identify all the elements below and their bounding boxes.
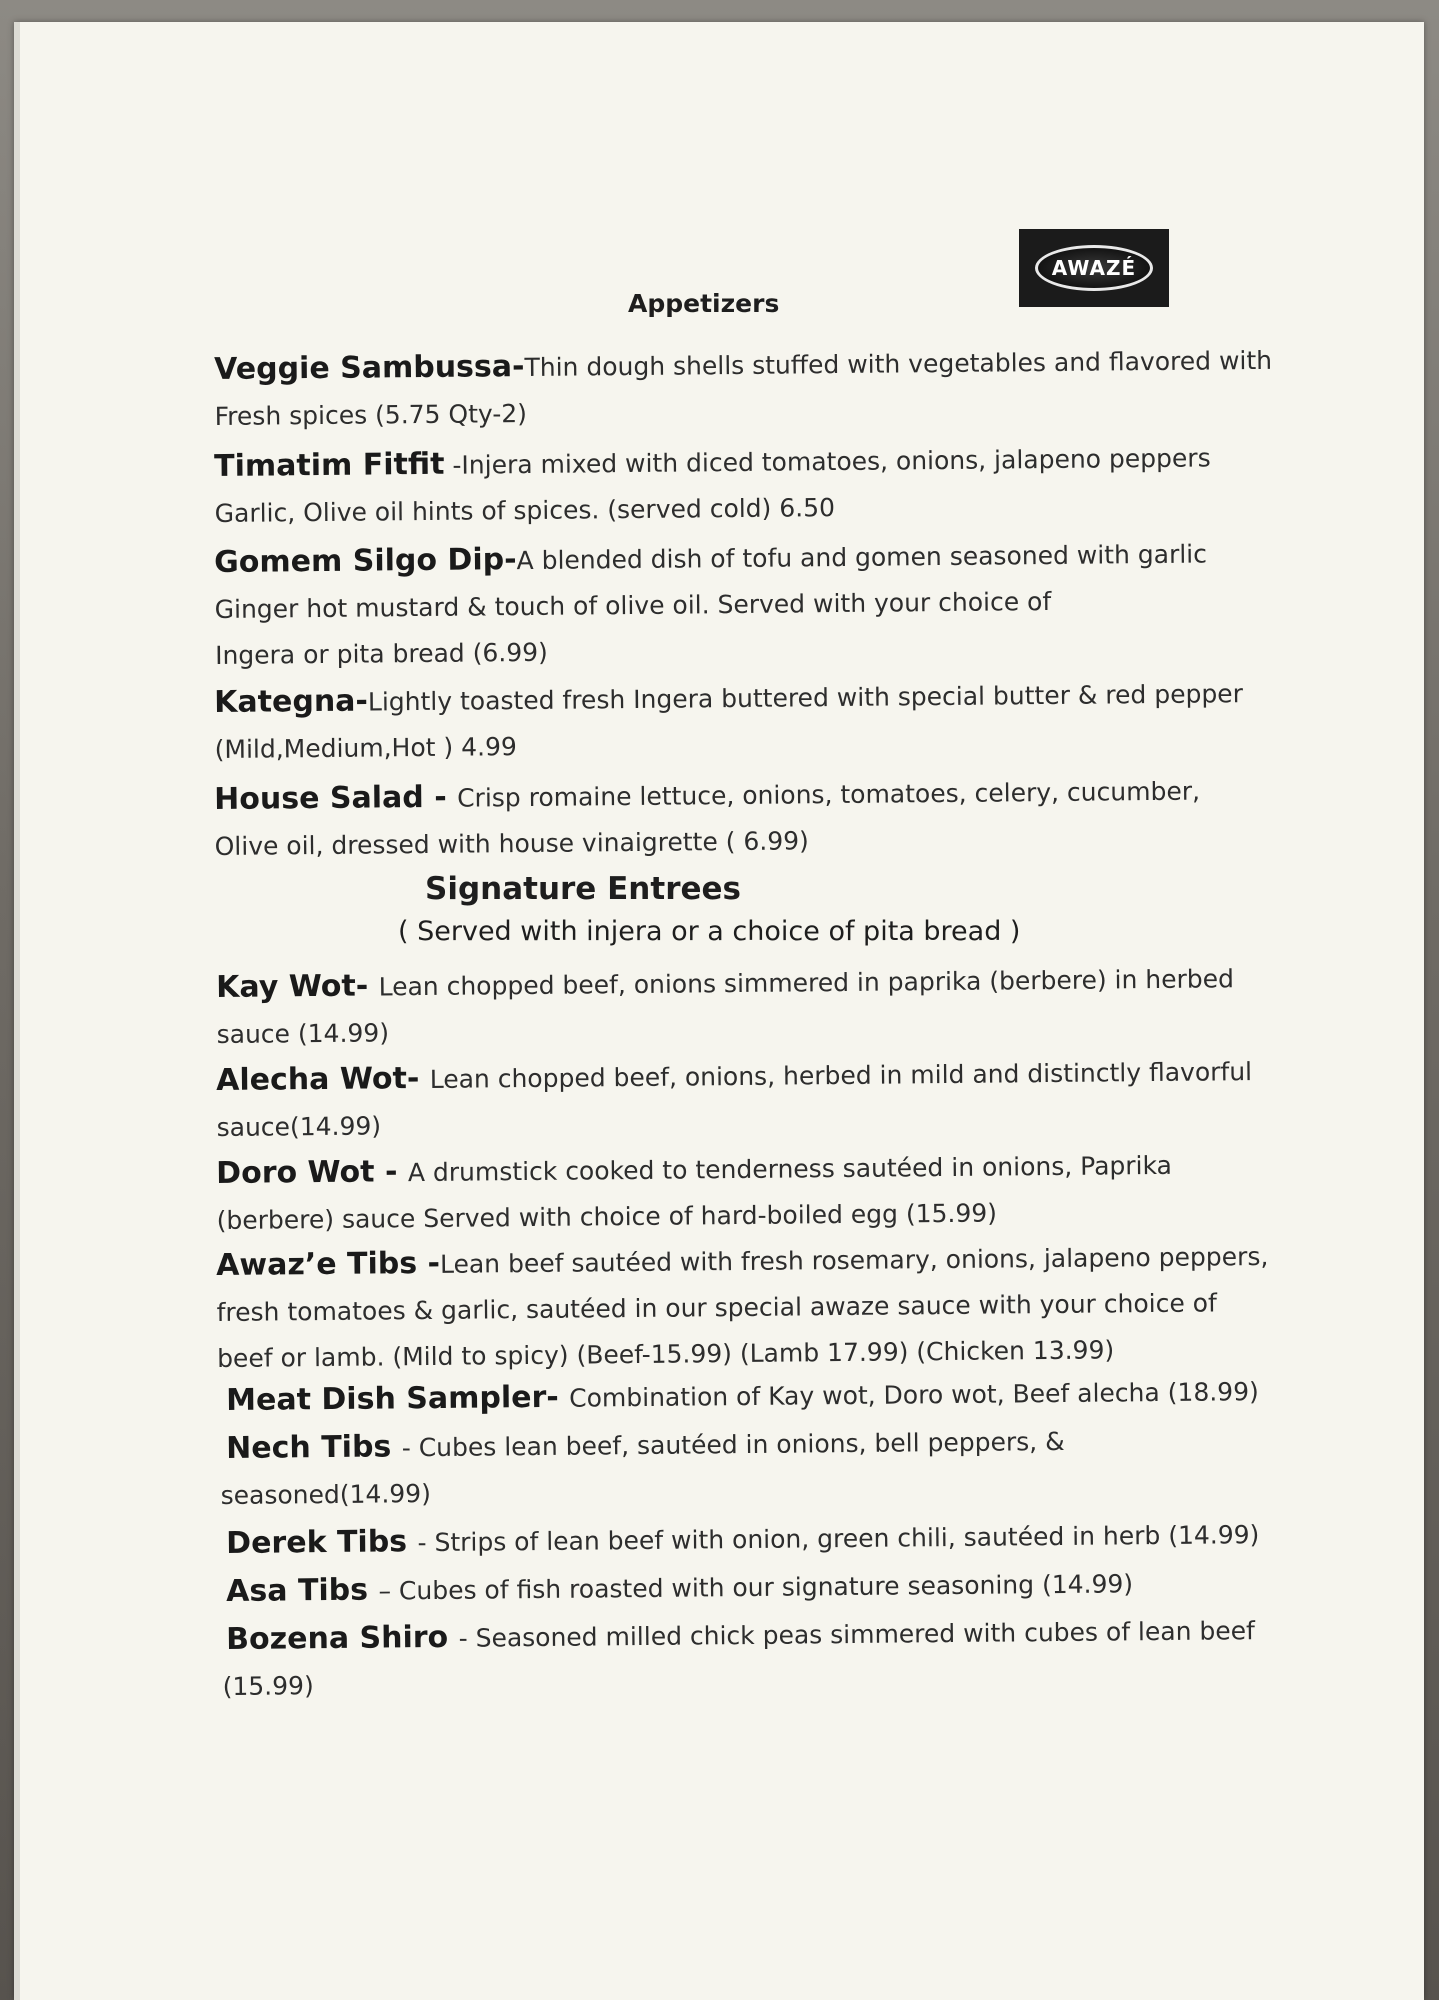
item-description: Lean chopped beef, onions, herbed in mild and distinctly flavorful (429, 1057, 1253, 1094)
menu-item (214, 530, 1275, 679)
menu-item (216, 1233, 1277, 1382)
item-description: beef or lamb. (Mild to spicy) (Beef-15.99) (Lamb 17.99) (Chicken 13.99) (216, 1335, 1115, 1373)
item-description: Combination of Kay wot, Doro wot, Beef alecha (18.99) (569, 1377, 1259, 1413)
item-name: Bozena Shiro (226, 1619, 459, 1657)
item-name: Veggie Sambussa- (214, 349, 525, 387)
item-description: Lightly toasted fresh Ingera buttered with special butter & red pepper (367, 679, 1244, 717)
item-name: Kategna- (214, 683, 369, 720)
item-name: House Salad - (214, 779, 458, 817)
item-description: -Injera mixed with diced tomatoes, onions, jalapeno peppers (444, 443, 1211, 480)
entrees-note: ( Served with injera or a choice of pita bread ) (398, 916, 1021, 947)
item-name: Kay Wot- (216, 968, 379, 1005)
item-description: (berbere) sauce Served with choice of hard-boiled egg (15.99) (216, 1198, 998, 1235)
menu-item (216, 1141, 1277, 1244)
item-name: Timatim Fitfit (214, 446, 445, 484)
menu-item (214, 434, 1275, 537)
item-name: Alecha Wot- (216, 1060, 430, 1098)
awaze-logo (1019, 229, 1169, 307)
item-description: sauce(14.99) (216, 1111, 382, 1142)
item-description: Garlic, Olive oil hints of spices. (served cold) 6.50 (214, 493, 836, 528)
item-name: Gomem Silgo Dip- (214, 542, 517, 580)
item-name: Derek Tibs (226, 1524, 418, 1561)
item-description: A drumstick cooked to tenderness sautéed in onions, Paprika (407, 1150, 1173, 1188)
item-description: A blended dish of tofu and gomen seasoned with garlic (516, 539, 1208, 576)
item-description: Fresh spices (5.75 Qty-2) (214, 398, 528, 431)
menu-item (214, 670, 1275, 773)
logo-oval (1035, 245, 1153, 291)
menu-item (216, 1048, 1277, 1151)
item-name: Doro Wot - (216, 1154, 409, 1191)
item-description: - Cubes lean beef, sautéed in onions, bell peppers, & (401, 1426, 1065, 1463)
item-description: Thin dough shells stuffed with vegetables and flavored with (524, 345, 1273, 383)
menu-item (220, 1416, 1287, 1519)
item-description: - Strips of lean beef with onion, green chili, sautéed in herb (14.99) (417, 1520, 1260, 1558)
menu-item (214, 337, 1275, 440)
item-description: Lean chopped beef, onions simmered in paprika (berbere) in herbed (378, 964, 1235, 1002)
item-description: fresh tomatoes & garlic, sautéed in our special awaze sauce with your choice of (216, 1288, 1217, 1327)
item-description: (15.99) (222, 1671, 314, 1702)
item-name: Meat Dish Sampler- (226, 1379, 570, 1418)
item-name: Asa Tibs (226, 1572, 379, 1609)
item-description: Lean beef sautéed with fresh rosemary, onions, jalapeno peppers, (439, 1241, 1269, 1279)
logo-text: AWAZÉ (1051, 256, 1137, 280)
item-name: Awaz’e Tibs - (216, 1245, 441, 1283)
item-description: sauce (14.99) (216, 1018, 390, 1049)
item-description: Ginger hot mustard & touch of olive oil. Served with your choice of (214, 586, 1052, 624)
appetizers-title: Appetizers (628, 289, 780, 318)
item-name: Nech Tibs (226, 1429, 402, 1466)
menu-item (216, 955, 1277, 1058)
menu-item (214, 767, 1275, 870)
item-description: – Cubes of fish roasted with our signature seasoning (14.99) (378, 1569, 1134, 1606)
item-description: Olive oil, dressed with house vinaigrette ( 6.99) (214, 826, 809, 861)
item-description: (Mild,Medium,Hot ) 4.99 (214, 732, 517, 764)
signature-entrees-title: Signature Entrees (425, 871, 741, 907)
item-description: Crisp romaine lettuce, onions, tomatoes, celery, cucumber, (456, 776, 1201, 813)
item-description: Ingera or pita bread (6.99) (214, 637, 548, 670)
item-description: seasoned(14.99) (220, 1479, 432, 1511)
menu-item (222, 1607, 1287, 1710)
item-description: - Seasoned milled chick peas simmered with cubes of lean beef (458, 1616, 1255, 1653)
